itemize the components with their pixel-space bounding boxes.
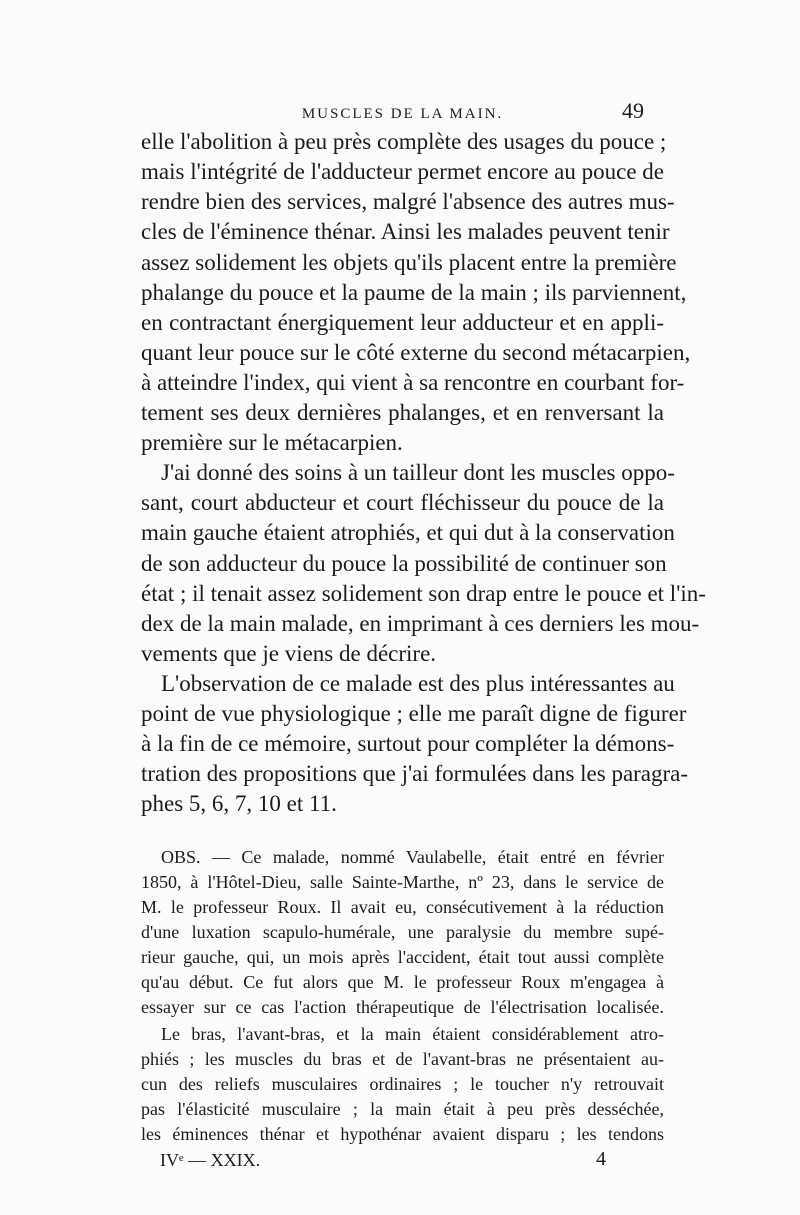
text-line: 1850, à l'Hôtel-Dieu, salle Sainte-Marthe, nº 23, dans le service de bbox=[141, 872, 664, 892]
text-line: qu'au début. Ce fut alors que M. le professeur Roux m'engagea à bbox=[141, 972, 664, 992]
text-line: état ; il tenait assez solidement son drap entre le pouce et l'in- bbox=[141, 581, 706, 606]
text-line: Le bras, l'avant-bras, et la main étaient considérablement atro- bbox=[161, 1024, 664, 1044]
text-line: assez solidement les objets qu'ils placent entre la première bbox=[141, 250, 677, 275]
text-line: cles de l'éminence thénar. Ainsi les malades peuvent tenir bbox=[141, 219, 670, 244]
text-line: elle l'abolition à peu près complète des usages du pouce ; bbox=[141, 129, 667, 154]
text-line: rendre bien des services, malgré l'absence des autres mus- bbox=[141, 189, 675, 214]
page-number: 49 bbox=[622, 98, 644, 123]
text-line: OBS. — Ce malade, nommé Vaulabelle, était entré en février bbox=[161, 847, 664, 867]
text-line: dex de la main malade, en imprimant à ces derniers les mou- bbox=[141, 611, 700, 636]
text-line: vements que je viens de décrire. bbox=[141, 641, 437, 666]
text-line: phiés ; les muscles du bras et de l'avant-bras ne présentaient au- bbox=[141, 1049, 664, 1069]
text-line: à la fin de ce mémoire, surtout pour compléter la démons- bbox=[141, 731, 675, 756]
text-line: les éminences thénar et hypothénar avaient disparu ; les tendons bbox=[141, 1124, 664, 1144]
text-line: point de vue physiologique ; elle me paraît digne de figurer bbox=[141, 701, 687, 726]
text-line: M. le professeur Roux. Il avait eu, consécutivement à la réduction bbox=[141, 897, 664, 917]
text-line: J'ai donné des soins à un tailleur dont les muscles oppo- bbox=[161, 460, 675, 485]
text-line: sant, court abducteur et court fléchisseur du pouce de la bbox=[141, 490, 664, 515]
text-line: pas l'élasticité musculaire ; la main était à peu près desséchée, bbox=[141, 1099, 664, 1119]
running-title: MUSCLES DE LA MAIN. bbox=[301, 106, 504, 122]
signature-mark: IVᵉ — XXIX. bbox=[160, 1150, 261, 1170]
text-line: tration des propositions que j'ai formulées dans les paragra- bbox=[141, 761, 689, 786]
text-line: L'observation de ce malade est des plus intéressantes au bbox=[161, 671, 675, 696]
text-line: phalange du pouce et la paume de la main ; ils parviennent, bbox=[141, 280, 687, 305]
text-line: d'une luxation scapulo-humérale, une paralysie du membre supé- bbox=[141, 922, 664, 942]
text-line: mais l'intégrité de l'adducteur permet encore au pouce de bbox=[141, 159, 665, 184]
text-line: première sur le métacarpien. bbox=[141, 430, 403, 455]
text-line: à atteindre l'index, qui vient à sa rencontre en courbant for- bbox=[141, 370, 685, 395]
sheet-number: 4 bbox=[596, 1148, 606, 1170]
text-line: de son adducteur du pouce la possibilité de continuer son bbox=[141, 551, 667, 576]
text-line: essayer sur ce cas l'action thérapeutique de l'électrisation localisée. bbox=[141, 997, 664, 1017]
text-line: phes 5, 6, 7, 10 et 11. bbox=[141, 791, 337, 816]
text-line: en contractant énergiquement leur adducteur et en appli- bbox=[141, 310, 664, 335]
text-line: rieur gauche, qui, un mois après l'accident, était tout aussi complète bbox=[141, 947, 664, 967]
text-line: quant leur pouce sur le côté externe du second métacarpien, bbox=[141, 340, 691, 365]
text-line: cun des reliefs musculaires ordinaires ; le toucher n'y retrouvait bbox=[141, 1074, 664, 1094]
text-line: main gauche étaient atrophiés, et qui dut à la conservation bbox=[141, 520, 675, 545]
text-line: tement ses deux dernières phalanges, et en renversant la bbox=[141, 400, 664, 425]
